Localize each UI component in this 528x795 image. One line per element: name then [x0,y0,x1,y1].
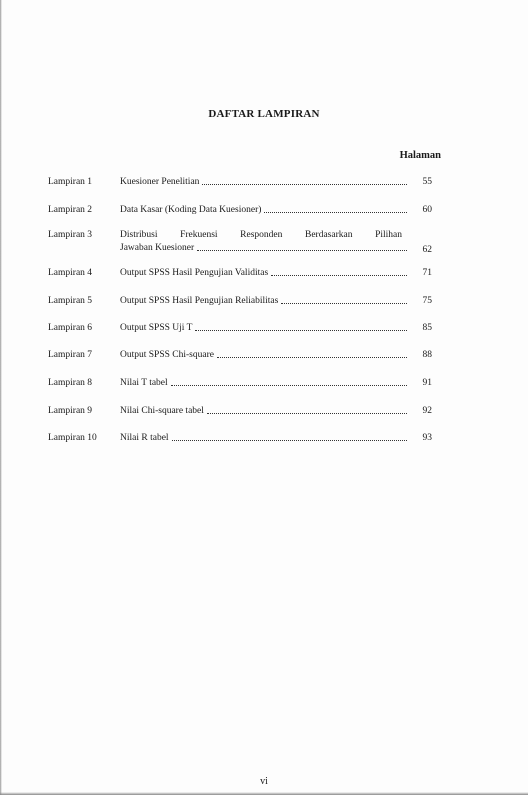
appendix-title: Output SPSS Uji T [120,323,193,333]
page-column-header: Halaman [399,150,441,161]
page-title: DAFTAR LAMPIRAN [208,108,320,120]
appendix-title-line2: Jawaban Kuesioner [120,243,195,253]
dot-leader [197,249,407,251]
appendix-entry [120,322,410,334]
appendix-page: 55 [422,177,432,187]
dot-leader [207,412,407,414]
appendix-title: Kuesioner Penelitian [120,177,200,187]
appendix-title: Nilai Chi-square tabel [120,406,204,416]
appendix-page: 75 [422,296,432,306]
appendix-entry [120,405,410,417]
appendix-entry [120,295,410,307]
appendix-title-continued [120,242,410,254]
page-number: vi [260,776,268,787]
appendix-page: 85 [422,323,432,333]
appendix-title: Output SPSS Hasil Pengujian Reliabilitas [120,296,279,306]
appendix-title: Output SPSS Hasil Pengujian Validitas [120,268,269,278]
dot-leader [217,356,407,358]
appendix-entry [120,377,410,389]
appendix-page: 92 [422,406,432,416]
dot-leader [171,384,407,386]
appendix-title: Data Kasar (Koding Data Kuesioner) [120,205,262,215]
appendix-label: Lampiran 9 [48,406,93,416]
appendix-page: 88 [422,350,432,360]
dot-leader [172,439,407,441]
dot-leader [271,274,407,276]
appendix-page: 93 [422,433,432,443]
appendix-page: 62 [422,245,432,255]
appendix-title: Output SPSS Chi-square [120,350,214,360]
dot-leader [195,329,407,331]
dot-leader [281,302,407,304]
appendix-entry [120,176,410,188]
dot-leader [264,211,407,213]
appendix-title: Distribusi Frekuensi Responden Berdasarkan Pilihan [120,230,402,240]
appendix-label: Lampiran 3 [48,230,93,240]
appendix-page: 71 [422,268,432,278]
appendix-title: Nilai R tabel [120,433,169,443]
appendix-label: Lampiran 8 [48,378,93,388]
appendix-entry [120,267,410,279]
appendix-entry [120,349,410,361]
appendix-label: Lampiran 10 [48,433,97,443]
appendix-title: Nilai T tabel [120,378,168,388]
appendix-label: Lampiran 7 [48,350,93,360]
appendix-label: Lampiran 4 [48,268,93,278]
dot-leader [202,183,407,185]
appendix-label: Lampiran 6 [48,323,93,333]
appendix-label: Lampiran 5 [48,296,93,306]
appendix-page: 60 [422,205,432,215]
appendix-page: 91 [422,378,432,388]
appendix-label: Lampiran 1 [48,177,93,187]
appendix-label: Lampiran 2 [48,205,93,215]
appendix-entry [120,204,410,216]
appendix-entry [120,432,410,444]
appendix-entry [120,229,410,254]
